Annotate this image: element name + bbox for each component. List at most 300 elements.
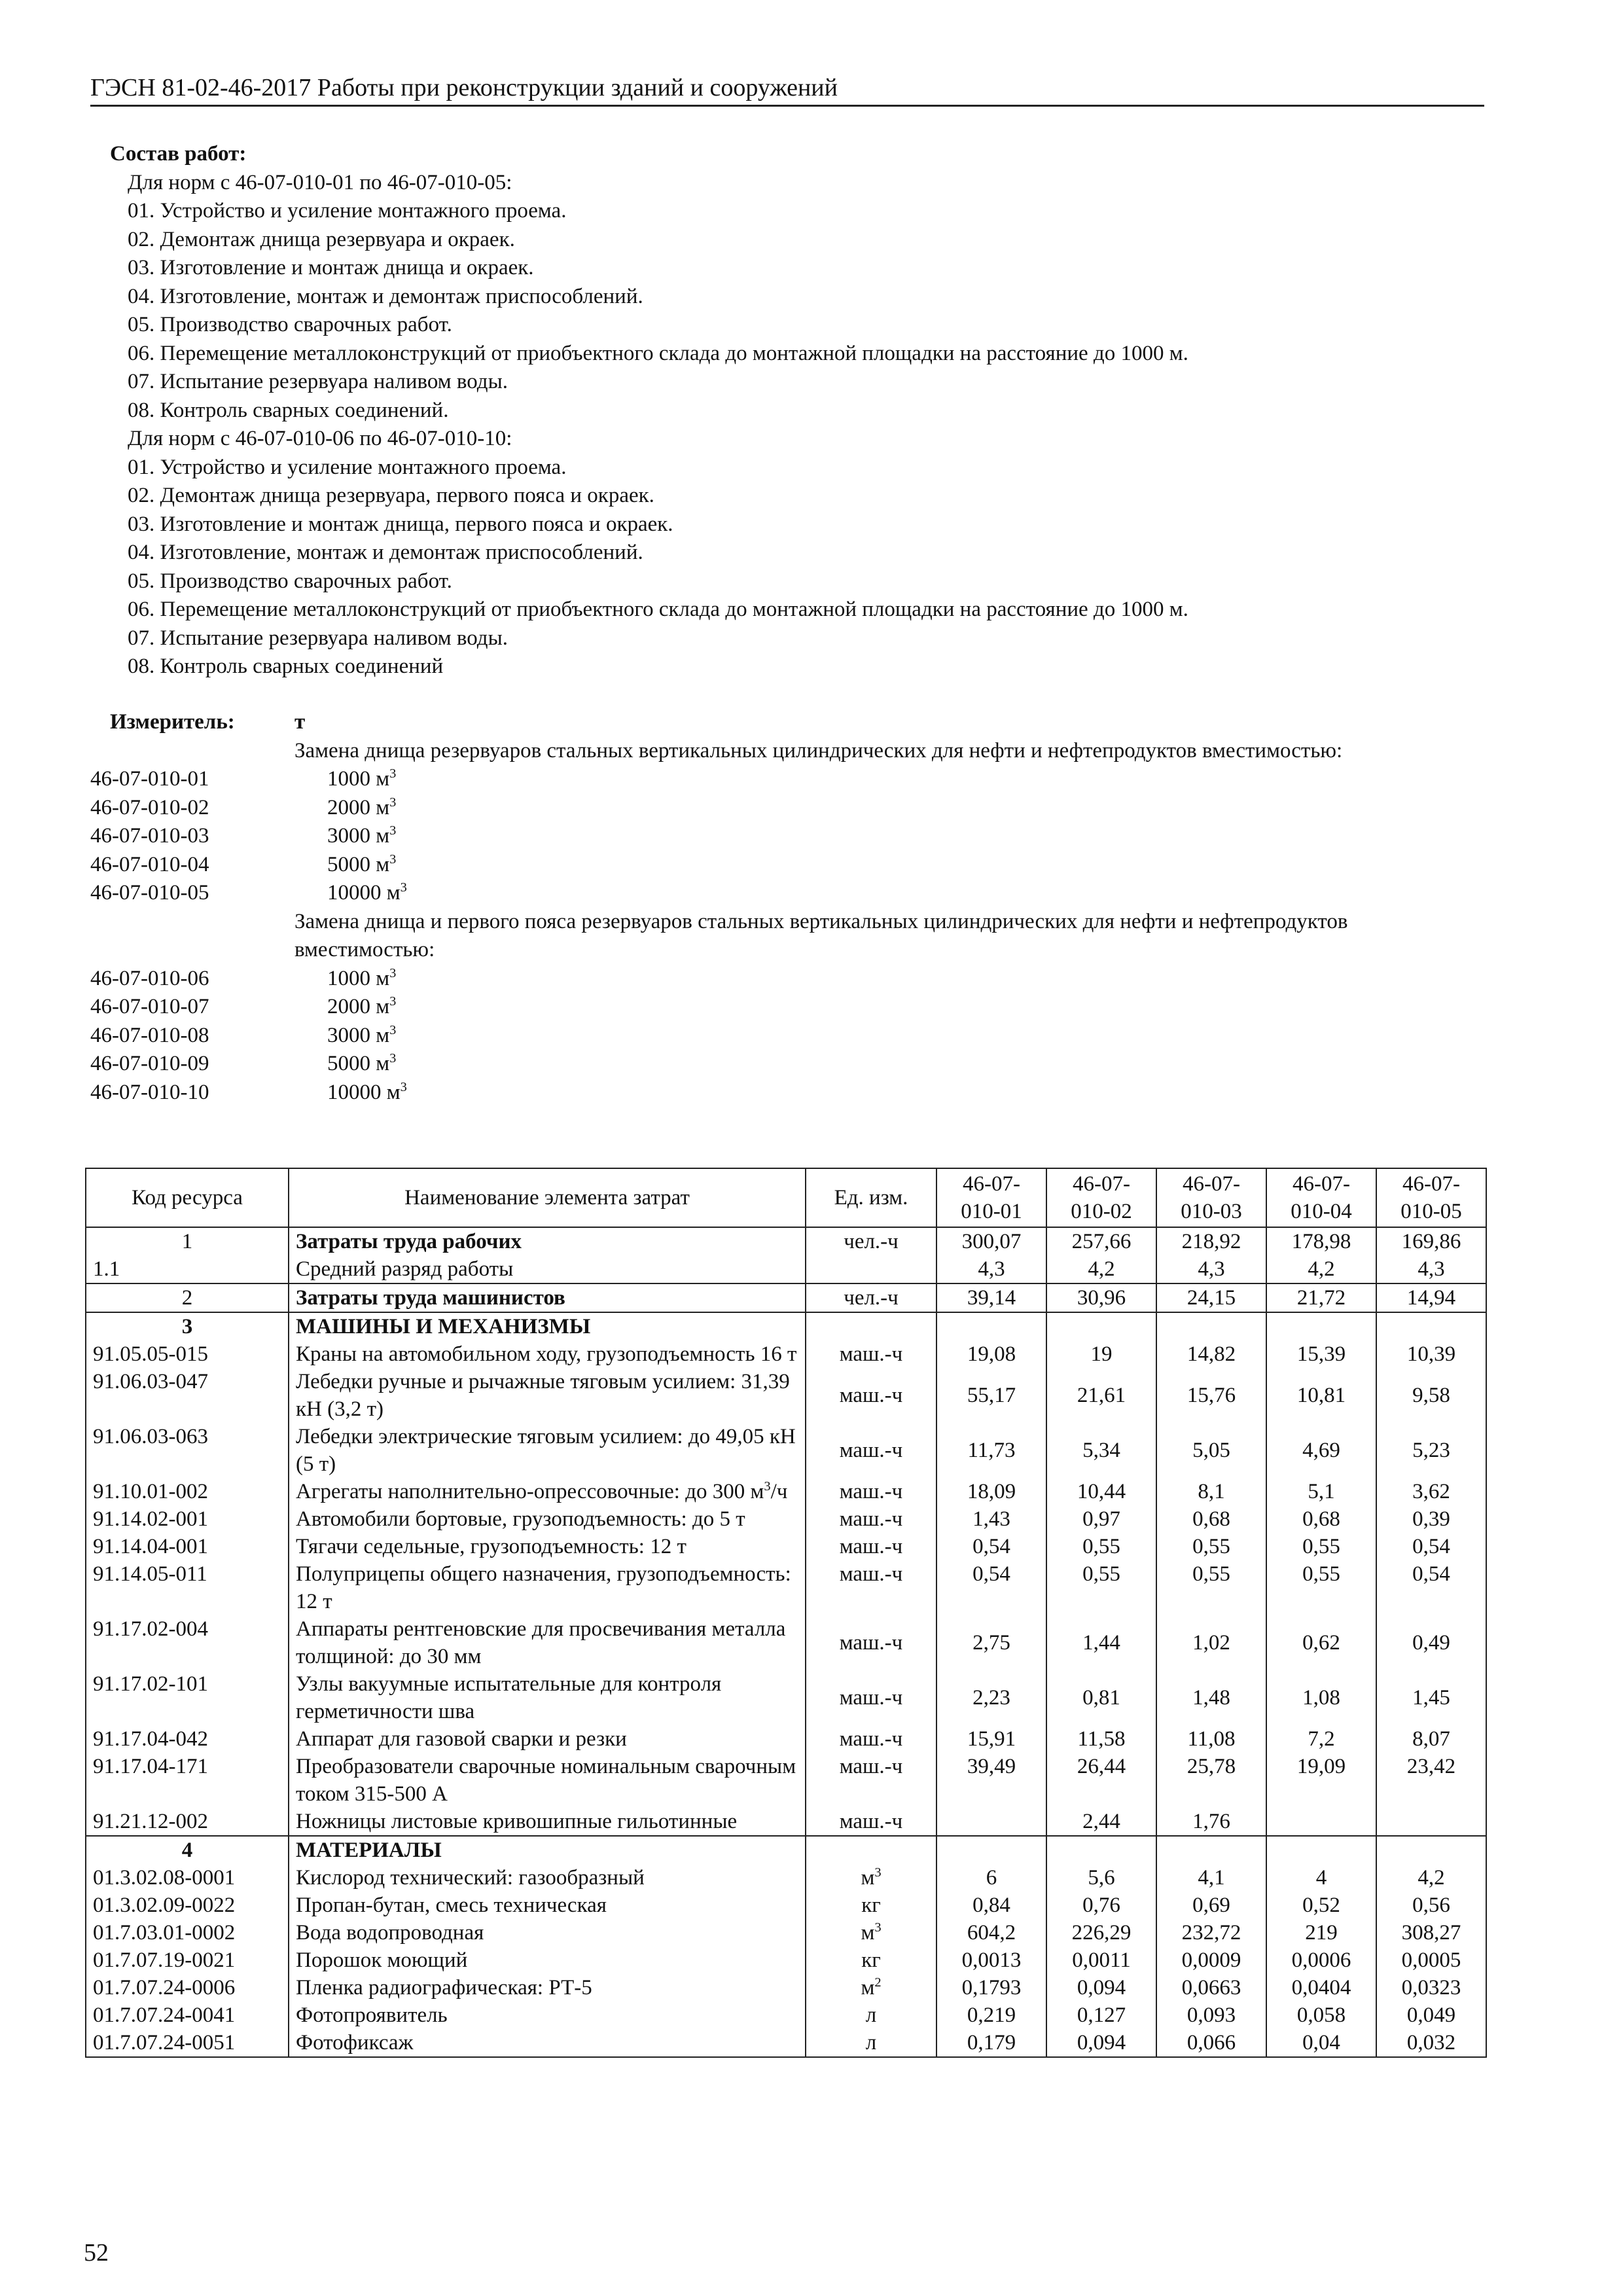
norm-value: 55,17 [936, 1368, 1046, 1423]
norm-value: 30,96 [1046, 1283, 1156, 1312]
measure-label: Измеритель: [110, 710, 235, 734]
norm-value: 11,73 [936, 1423, 1046, 1478]
norm-value: 4,2 [1376, 1864, 1486, 1892]
table-row [86, 1753, 1486, 1808]
norm-value: 10,44 [1046, 1478, 1156, 1505]
table-header-row [86, 1168, 1486, 1227]
resource-code: 91.05.05-015 [86, 1340, 289, 1368]
measure-norm-row [90, 1022, 1484, 1050]
norm-code: 46-07-010-08 [90, 1023, 209, 1047]
table-row [86, 2029, 1486, 2057]
norm-value: 39,49 [936, 1753, 1046, 1808]
resource-code: 1.1 [86, 1255, 289, 1283]
resource-unit [806, 1946, 936, 1974]
norm-value: 0,1793 [936, 1974, 1046, 2001]
norm-value: 1,48 [1156, 1670, 1266, 1725]
resource-name [289, 1725, 806, 1753]
resource-name-text: Фотофиксаж [296, 2031, 414, 2054]
norm-value: 15,39 [1266, 1340, 1376, 1368]
norm-value: 0,0006 [1266, 1946, 1376, 1974]
cubic-superscript: 3 [389, 766, 397, 781]
unit-text: маш.-ч [839, 1755, 903, 1778]
norm-value: 0,49 [1376, 1615, 1486, 1670]
resource-name [289, 1974, 806, 2001]
measure-norm-row [90, 794, 1484, 823]
resource-name [289, 1368, 806, 1423]
resource-name [289, 1670, 806, 1725]
norm-value: 5,1 [1266, 1478, 1376, 1505]
norm-value: 4,3 [936, 1255, 1046, 1283]
norm-value: 0,032 [1376, 2029, 1486, 2057]
resource-unit [806, 1974, 936, 2001]
table-row [86, 1670, 1486, 1725]
unit-text: маш.-ч [839, 1727, 903, 1751]
norm-value: 0,55 [1266, 1560, 1376, 1615]
resource-name [289, 1533, 806, 1560]
resource-name [289, 1892, 806, 1919]
resource-unit [806, 1560, 936, 1615]
resource-unit [806, 1753, 936, 1808]
norm-value: 1,76 [1156, 1808, 1266, 1836]
norm-value [1376, 1808, 1486, 1836]
norm-code: 46-07-010-07 [90, 995, 209, 1018]
norm-value: 0,049 [1376, 2001, 1486, 2029]
composition-item: 07. Испытание резервуара наливом воды. [128, 626, 508, 650]
resource-code: 91.06.03-047 [86, 1368, 289, 1423]
capacity-value: 1000 м [327, 966, 390, 990]
norm-value: 0,54 [1376, 1560, 1486, 1615]
norm-value: 0,55 [1156, 1533, 1266, 1560]
norm-value: 604,2 [936, 1919, 1046, 1946]
norm-value: 14,94 [1376, 1283, 1486, 1312]
resource-name [289, 1615, 806, 1670]
measure-norm-row [90, 765, 1484, 794]
unit-text: кг [861, 1948, 881, 1972]
resource-code: 2 [86, 1283, 289, 1312]
cubic-superscript: 3 [389, 795, 397, 810]
norm-value: 11,58 [1046, 1725, 1156, 1753]
norm-capacity [294, 993, 1484, 1022]
norm-value: 0,0005 [1376, 1946, 1486, 1974]
norm-value: 2,75 [936, 1615, 1046, 1670]
resource-unit [806, 1227, 936, 1255]
norm-capacity [294, 1050, 1484, 1079]
table-row [86, 1836, 1486, 1864]
norm-value: 5,05 [1156, 1423, 1266, 1478]
norm-value: 25,78 [1156, 1753, 1266, 1808]
norm-value: 0,54 [936, 1533, 1046, 1560]
norm-value: 308,27 [1376, 1919, 1486, 1946]
resource-code: 01.7.07.19-0021 [86, 1946, 289, 1974]
resource-unit [806, 1478, 936, 1505]
norm-value: 23,42 [1376, 1753, 1486, 1808]
unit-text: маш.-ч [839, 1810, 903, 1833]
norm-value: 21,72 [1266, 1283, 1376, 1312]
norm-value: 0,0404 [1266, 1974, 1376, 2001]
resource-name-text: Фотопроявитель [296, 2003, 448, 2027]
norm-value: 0,0323 [1376, 1974, 1486, 2001]
header-norm: 46-07-010-01 [936, 1168, 1046, 1227]
resource-name-text: Вода водопроводная [296, 1921, 484, 1945]
resource-code: 1 [86, 1227, 289, 1255]
resource-code: 91.21.12-002 [86, 1808, 289, 1836]
table-row [86, 1615, 1486, 1670]
norm-value: 10,81 [1266, 1368, 1376, 1423]
norm-value: 4,69 [1266, 1423, 1376, 1478]
resource-unit [806, 1836, 936, 1864]
measure-norm-row [90, 1079, 1484, 1107]
resource-code: 01.3.02.09-0022 [86, 1892, 289, 1919]
resource-code: 91.14.04-001 [86, 1533, 289, 1560]
norm-value: 4,1 [1156, 1864, 1266, 1892]
unit-text: чел.-ч [844, 1286, 899, 1310]
norm-value [936, 1808, 1046, 1836]
composition-item: 05. Производство сварочных работ. [128, 313, 452, 336]
norm-value: 0,68 [1266, 1505, 1376, 1533]
table-row [86, 1808, 1486, 1836]
capacity-value: 3000 м [327, 824, 390, 848]
norm-value: 0,0663 [1156, 1974, 1266, 2001]
header-norm: 46-07-010-04 [1266, 1168, 1376, 1227]
composition-item: 08. Контроль сварных соединений. [128, 398, 449, 422]
resource-name-text: Тягачи седельные, грузоподъемность: 12 т [296, 1535, 687, 1558]
norm-value: 1,02 [1156, 1615, 1266, 1670]
norm-code: 46-07-010-05 [90, 881, 209, 905]
resource-unit [806, 1255, 936, 1283]
resource-code: 01.7.07.24-0006 [86, 1974, 289, 2001]
composition-item: 02. Демонтаж днища резервуара, первого пояса и окраек. [128, 484, 654, 507]
norm-value: 0,54 [1376, 1533, 1486, 1560]
table-body [86, 1227, 1486, 2057]
resource-code: 91.14.05-011 [86, 1560, 289, 1615]
table-row [86, 1533, 1486, 1560]
norm-value: 0,094 [1046, 2029, 1156, 2057]
composition-item: 07. Испытание резервуара наливом воды. [128, 370, 508, 393]
capacity-value: 10000 м [327, 1080, 401, 1104]
resource-name-text: Затраты труда рабочих [296, 1230, 522, 1253]
measure-norm-row [90, 879, 1484, 908]
composition-item: 03. Изготовление и монтаж днища, первого пояса и окраек. [128, 512, 673, 536]
resource-code: 91.17.04-171 [86, 1753, 289, 1808]
norm-capacity [294, 851, 1484, 880]
unit-text: л [865, 2031, 877, 2054]
norm-value: 0,0013 [936, 1946, 1046, 1974]
name-tail: /ч [770, 1480, 788, 1503]
norm-value: 0,54 [936, 1560, 1046, 1615]
norm-value: 1,44 [1046, 1615, 1156, 1670]
resource-name-text: МАШИНЫ И МЕХАНИЗМЫ [296, 1315, 591, 1338]
norm-value: 232,72 [1156, 1919, 1266, 1946]
resource-name-text: Порошок моющий [296, 1948, 468, 1972]
resource-unit [806, 1615, 936, 1670]
unit-text: маш.-ч [839, 1439, 903, 1462]
norm-value: 0,68 [1156, 1505, 1266, 1533]
composition-item: 02. Демонтаж днища резервуара и окраек. [128, 227, 515, 251]
cubic-superscript: 3 [389, 994, 397, 1009]
cubic-superscript: 3 [389, 1051, 397, 1066]
norm-value: 4,3 [1376, 1255, 1486, 1283]
resource-unit [806, 1283, 936, 1312]
resource-name-text: Агрегаты наполнительно-опрессовочные: до 300 м [296, 1480, 764, 1503]
resource-name [289, 1340, 806, 1368]
composition-intro: Для норм с 46-07-010-06 по 46-07-010-10: [128, 427, 512, 450]
resource-unit [806, 1340, 936, 1368]
resource-code: 01.7.03.01-0002 [86, 1919, 289, 1946]
table-row [86, 1946, 1486, 1974]
resource-name-text: Краны на автомобильном ходу, грузоподъемность 16 т [296, 1342, 797, 1366]
resource-name-text: Преобразователи сварочные номинальным сварочным током 315-500 А [296, 1755, 796, 1806]
norm-value: 4,3 [1156, 1255, 1266, 1283]
norm-value: 8,07 [1376, 1725, 1486, 1753]
resource-unit [806, 1423, 936, 1478]
norm-value [1046, 1312, 1156, 1340]
table-row [86, 1974, 1486, 2001]
header-norm: 46-07-010-03 [1156, 1168, 1266, 1227]
cubic-superscript: 3 [389, 823, 397, 838]
norm-value: 0,55 [1156, 1560, 1266, 1615]
resource-code: 01.7.07.24-0051 [86, 2029, 289, 2057]
norm-value: 1,45 [1376, 1670, 1486, 1725]
table-row [86, 1725, 1486, 1753]
resource-name-text: Средний разряд работы [296, 1257, 514, 1281]
composition-item: 03. Изготовление и монтаж днища и окраек. [128, 256, 534, 279]
norm-value: 0,52 [1266, 1892, 1376, 1919]
resource-code: 4 [86, 1836, 289, 1864]
header-norm: 46-07-010-05 [1376, 1168, 1486, 1227]
norm-value: 169,86 [1376, 1227, 1486, 1255]
measure-description: Замена днища резервуаров стальных вертикальных цилиндрических для нефти и нефтепродуктов вместимостью: [294, 738, 1343, 762]
resource-unit [806, 1533, 936, 1560]
unit-text: м [861, 1866, 875, 1890]
norm-value: 4,2 [1266, 1255, 1376, 1283]
norm-value: 0,0011 [1046, 1946, 1156, 1974]
resource-unit [806, 1505, 936, 1533]
unit-superscript: 3 [874, 1920, 882, 1935]
norm-value: 178,98 [1266, 1227, 1376, 1255]
norm-value: 26,44 [1046, 1753, 1156, 1808]
resource-name [289, 1505, 806, 1533]
resource-unit [806, 2001, 936, 2029]
resource-name-text: Аппараты рентгеновские для просвечивания металла толщиной: до 30 мм [296, 1617, 786, 1668]
norm-code: 46-07-010-04 [90, 852, 209, 876]
norm-value [1046, 1836, 1156, 1864]
cubic-superscript: 3 [400, 1079, 407, 1094]
norm-code: 46-07-010-03 [90, 824, 209, 848]
norm-value [1266, 1312, 1376, 1340]
composition-item: 04. Изготовление, монтаж и демонтаж приспособлений. [128, 541, 643, 564]
resource-code: 91.17.04-042 [86, 1725, 289, 1753]
norm-value: 0,093 [1156, 2001, 1266, 2029]
resource-name [289, 1836, 806, 1864]
norm-value: 7,2 [1266, 1725, 1376, 1753]
composition-item: 01. Устройство и усиление монтажного проема. [128, 199, 567, 223]
norm-value: 19,08 [936, 1340, 1046, 1368]
norm-value: 0,62 [1266, 1615, 1376, 1670]
composition-item: 06. Перемещение металлоконструкций от приобъектного склада до монтажной площадки на расстояние до 1000 м. [128, 341, 1188, 365]
norm-value: 9,58 [1376, 1368, 1486, 1423]
norm-value: 4,2 [1046, 1255, 1156, 1283]
norm-capacity [294, 794, 1484, 823]
norm-value: 300,07 [936, 1227, 1046, 1255]
norm-value: 0,97 [1046, 1505, 1156, 1533]
norm-value: 0,76 [1046, 1892, 1156, 1919]
resource-unit [806, 1670, 936, 1725]
norm-value: 0,219 [936, 2001, 1046, 2029]
composition-item: 01. Устройство и усиление монтажного проема. [128, 455, 567, 479]
resource-code: 91.17.02-101 [86, 1670, 289, 1725]
norm-value: 0,56 [1376, 1892, 1486, 1919]
table-row [86, 1560, 1486, 1615]
work-composition [110, 140, 1484, 681]
unit-text: маш.-ч [839, 1342, 903, 1366]
resource-name [289, 1423, 806, 1478]
norm-value [1266, 1808, 1376, 1836]
header-code: Код ресурса [86, 1168, 289, 1227]
capacity-value: 2000 м [327, 995, 390, 1018]
resource-name-text: Кислород технический: газообразный [296, 1866, 645, 1890]
resource-name-text: Полуприцепы общего назначения, грузоподъемность: 12 т [296, 1562, 791, 1613]
capacity-value: 5000 м [327, 1052, 390, 1075]
resource-name [289, 1864, 806, 1892]
resource-name-text: Узлы вакуумные испытательные для контроля герметичности шва [296, 1672, 722, 1723]
norm-value: 5,34 [1046, 1423, 1156, 1478]
table-row [86, 1919, 1486, 1946]
norm-value: 2,44 [1046, 1808, 1156, 1836]
cubic-superscript: 3 [389, 852, 397, 867]
measure-norm-list [90, 737, 1484, 1107]
table-row [86, 1892, 1486, 1919]
norm-value: 24,15 [1156, 1283, 1266, 1312]
norm-code: 46-07-010-02 [90, 795, 209, 819]
norm-value: 8,1 [1156, 1478, 1266, 1505]
capacity-value: 5000 м [327, 852, 390, 876]
name-superscript: 3 [764, 1479, 771, 1494]
resource-table [85, 1168, 1487, 2058]
resource-name [289, 1753, 806, 1808]
unit-text: маш.-ч [839, 1686, 903, 1710]
norm-value: 0,127 [1046, 2001, 1156, 2029]
norm-value: 0,179 [936, 2029, 1046, 2057]
capacity-value: 3000 м [327, 1023, 390, 1047]
norm-value [936, 1312, 1046, 1340]
composition-title: Состав работ: [110, 142, 247, 166]
norm-value: 11,08 [1156, 1725, 1266, 1753]
norm-value [1266, 1836, 1376, 1864]
norm-value: 0,094 [1046, 1974, 1156, 2001]
norm-capacity [294, 965, 1484, 994]
resource-name-text: Пропан-бутан, смесь техническая [296, 1893, 607, 1917]
norm-value: 2,23 [936, 1670, 1046, 1725]
unit-text: маш.-ч [839, 1562, 903, 1586]
norm-value [936, 1836, 1046, 1864]
capacity-value: 10000 м [327, 881, 401, 905]
norm-capacity [294, 879, 1484, 908]
measure-section [90, 708, 1484, 1107]
cubic-superscript: 3 [389, 1022, 397, 1037]
resource-name [289, 1478, 806, 1505]
norm-value: 226,29 [1046, 1919, 1156, 1946]
norm-value: 218,92 [1156, 1227, 1266, 1255]
norm-value: 0,04 [1266, 2029, 1376, 2057]
norm-code: 46-07-010-09 [90, 1052, 209, 1075]
resource-code: 01.3.02.08-0001 [86, 1864, 289, 1892]
norm-value [1156, 1836, 1266, 1864]
norm-value: 5,23 [1376, 1423, 1486, 1478]
unit-text: маш.-ч [839, 1535, 903, 1558]
table-row [86, 1227, 1486, 1255]
table-row [86, 1423, 1486, 1478]
norm-capacity [294, 1079, 1484, 1107]
unit-text: маш.-ч [839, 1631, 903, 1655]
norm-value: 6 [936, 1864, 1046, 1892]
measure-norm-row [90, 1050, 1484, 1079]
norm-code: 46-07-010-06 [90, 966, 209, 990]
norm-value: 39,14 [936, 1283, 1046, 1312]
resource-name-text: Лебедки ручные и рычажные тяговым усилием: 31,39 кН (3,2 т) [296, 1370, 790, 1421]
table-row [86, 2001, 1486, 2029]
resource-unit [806, 1919, 936, 1946]
resource-name-text: Автомобили бортовые, грузоподъемность: до 5 т [296, 1507, 745, 1531]
capacity-value: 1000 м [327, 767, 390, 791]
resource-unit [806, 1725, 936, 1753]
resource-unit [806, 1892, 936, 1919]
norm-value [1376, 1836, 1486, 1864]
norm-value: 5,6 [1046, 1864, 1156, 1892]
resource-name [289, 1227, 806, 1255]
cubic-superscript: 3 [400, 880, 407, 895]
unit-text: кг [861, 1893, 881, 1917]
norm-capacity [294, 765, 1484, 794]
resource-name [289, 1946, 806, 1974]
resource-name [289, 1283, 806, 1312]
unit-superscript: 2 [874, 1975, 882, 1990]
norm-code: 46-07-010-10 [90, 1080, 209, 1104]
unit-text: чел.-ч [844, 1230, 899, 1253]
measure-norm-row [90, 965, 1484, 994]
composition-item: 05. Производство сварочных работ. [128, 569, 452, 593]
unit-text: м [861, 1976, 875, 2000]
page-header: ГЭСН 81-02-46-2017 Работы при реконструкции зданий и сооружений [90, 73, 1484, 107]
resource-name [289, 1919, 806, 1946]
header-unit: Ед. изм. [806, 1168, 936, 1227]
norm-value: 0,84 [936, 1892, 1046, 1919]
table-row [86, 1283, 1486, 1312]
table-row [86, 1505, 1486, 1533]
measure-norm-row [90, 851, 1484, 880]
measure-norm-row [90, 993, 1484, 1022]
norm-value: 257,66 [1046, 1227, 1156, 1255]
norm-capacity [294, 1022, 1484, 1050]
resource-name [289, 1312, 806, 1340]
norm-value: 3,62 [1376, 1478, 1486, 1505]
table-row [86, 1864, 1486, 1892]
norm-value: 1,08 [1266, 1670, 1376, 1725]
page-number: 52 [84, 2239, 109, 2267]
norm-value: 15,76 [1156, 1368, 1266, 1423]
composition-intro: Для норм с 46-07-010-01 по 46-07-010-05: [128, 170, 512, 194]
measure-norm-row [90, 822, 1484, 851]
resource-name [289, 2001, 806, 2029]
norm-value: 0,058 [1266, 2001, 1376, 2029]
unit-text: маш.-ч [839, 1480, 903, 1503]
resource-unit [806, 2029, 936, 2057]
header-norm: 46-07-010-02 [1046, 1168, 1156, 1227]
unit-superscript: 3 [874, 1865, 882, 1880]
resource-name [289, 1255, 806, 1283]
resource-name-text: Затраты труда машинистов [296, 1286, 565, 1310]
norm-value: 21,61 [1046, 1368, 1156, 1423]
resource-name [289, 1560, 806, 1615]
